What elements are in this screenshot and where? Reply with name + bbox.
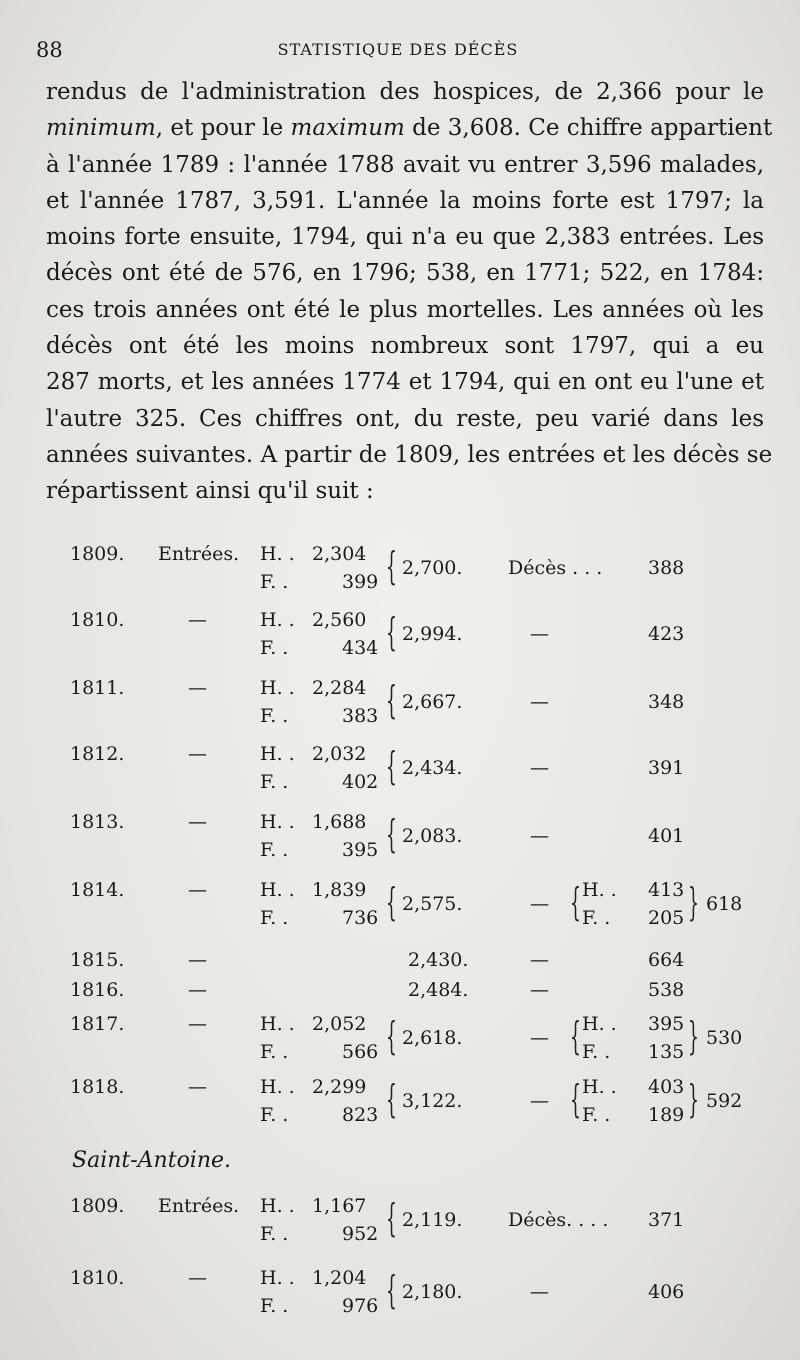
paragraph-line: décès ont été de 576, en 1796; 538, en 1771; 522, en 1784: [46, 260, 764, 287]
male-label: H. . [260, 677, 295, 699]
brace-icon: { [386, 1077, 397, 1121]
brace-icon: } [688, 880, 699, 924]
row-year: 1810. [70, 1267, 125, 1289]
male-label: H. . [260, 1267, 295, 1289]
brace-icon: } [688, 1077, 699, 1121]
total-entries: 2,667. [402, 691, 463, 713]
female-entries: 736 [342, 907, 379, 929]
brace-icon: { [570, 880, 581, 924]
total-deaths: 401 [648, 825, 685, 847]
male-label: H. . [260, 1076, 295, 1098]
female-label: F. . [260, 1104, 289, 1126]
male-deaths: 395 [648, 1013, 685, 1035]
female-entries: 402 [342, 771, 379, 793]
paragraph-line: et l'année 1787, 3,591. L'année la moins forte est 1797; la [46, 187, 764, 214]
paragraph-line: rendus de l'administration des hospices, de 2,366 pour le [46, 79, 764, 105]
male-label: H. . [260, 1195, 295, 1217]
total-deaths: 388 [648, 557, 685, 579]
paragraph-line: années suivantes. A partir de 1809, les entrées et les décès se [46, 441, 773, 468]
female-deaths: 189 [648, 1104, 685, 1126]
male-entries: 1,167 [312, 1195, 367, 1217]
brace-icon: { [386, 544, 397, 588]
row-year: 1816. [70, 979, 125, 1001]
paragraph-line: décès ont été les moins nombreux sont 1797, qui a eu [46, 333, 764, 360]
female-label: F. . [260, 839, 289, 861]
female-deaths: 205 [648, 907, 685, 929]
total-entries: 2,434. [402, 757, 463, 779]
row-entries-label: — [188, 879, 207, 901]
paragraph-line: ces trois années ont été le plus mortelles. Les années où les [46, 296, 764, 323]
male-label: H. . [260, 879, 295, 901]
female-entries: 434 [342, 637, 379, 659]
female-label: F. . [260, 771, 289, 793]
section-title: Saint-Antoine. [72, 1148, 232, 1173]
male-label: H. . [260, 743, 295, 765]
row-year: 1809. [70, 1195, 125, 1217]
female-deaths-label: F. . [582, 1041, 611, 1063]
male-deaths: 403 [648, 1076, 685, 1098]
total-deaths: 538 [648, 979, 685, 1001]
female-deaths-label: F. . [582, 1104, 611, 1126]
female-entries: 395 [342, 839, 379, 861]
total-entries: 2,119. [402, 1209, 463, 1231]
male-entries: 2,032 [312, 743, 367, 765]
total-entries: 3,122. [402, 1090, 463, 1112]
paragraph-line: à l'année 1789 : l'année 1788 avait vu entrer 3,596 malades, [46, 151, 764, 178]
female-entries: 399 [342, 571, 379, 593]
female-entries: 952 [342, 1223, 379, 1245]
row-year: 1815. [70, 949, 125, 971]
row-entries-label: — [188, 743, 207, 765]
brace-icon: { [386, 610, 397, 654]
row-entries-label: — [188, 609, 207, 631]
row-entries-label: — [188, 811, 207, 833]
female-entries: 823 [342, 1104, 379, 1126]
total-deaths: 530 [706, 1027, 743, 1049]
total-entries: 2,484. [408, 979, 469, 1001]
paragraph-line: minimum, et pour le maximum de 3,608. Ce chiffre appartient [46, 115, 773, 142]
female-label: F. . [260, 705, 289, 727]
page-header [36, 38, 760, 68]
row-year: 1809. [70, 543, 125, 565]
total-entries: 2,083. [402, 825, 463, 847]
male-entries: 1,204 [312, 1267, 367, 1289]
row-year: 1814. [70, 879, 125, 901]
total-deaths: 618 [706, 893, 743, 915]
row-year: 1810. [70, 609, 125, 631]
female-label: F. . [260, 1295, 289, 1317]
female-entries: 566 [342, 1041, 379, 1063]
deaths-label: — [530, 979, 549, 1001]
row-year: 1812. [70, 743, 125, 765]
deaths-label: Décès. . . . [508, 1209, 609, 1231]
row-year: 1818. [70, 1076, 125, 1098]
row-year: 1817. [70, 1013, 125, 1035]
deaths-label: Décès . . . [508, 557, 603, 579]
body-paragraph [46, 74, 773, 510]
female-deaths-label: F. . [582, 907, 611, 929]
deaths-label: — [530, 757, 549, 779]
deaths-label: — [530, 893, 549, 915]
male-entries: 2,052 [312, 1013, 367, 1035]
male-entries: 2,299 [312, 1076, 367, 1098]
female-entries: 976 [342, 1295, 379, 1317]
deaths-label: — [530, 1027, 549, 1049]
total-entries: 2,700. [402, 557, 463, 579]
male-entries: 2,304 [312, 543, 367, 565]
page-number: 88 [36, 38, 63, 62]
total-deaths: 423 [648, 623, 685, 645]
paragraph-line: 287 morts, et les années 1774 et 1794, qui en ont eu l'une et [46, 369, 764, 396]
female-label: F. . [260, 1223, 289, 1245]
deaths-label: — [530, 1090, 549, 1112]
total-entries: 2,180. [402, 1281, 463, 1303]
total-deaths: 371 [648, 1209, 685, 1231]
brace-icon: { [386, 1196, 397, 1240]
deaths-label: — [530, 825, 549, 847]
total-deaths: 664 [648, 949, 685, 971]
brace-icon: { [570, 1077, 581, 1121]
row-entries-label: — [188, 677, 207, 699]
male-entries: 2,560 [312, 609, 367, 631]
row-year: 1811. [70, 677, 125, 699]
total-deaths: 348 [648, 691, 685, 713]
male-entries: 1,688 [312, 811, 367, 833]
male-deaths-label: H. . [582, 879, 617, 901]
row-entries-label: Entrées. [158, 543, 240, 565]
female-label: F. . [260, 637, 289, 659]
deaths-label: — [530, 623, 549, 645]
row-entries-label: — [188, 1076, 207, 1098]
row-entries-label: — [188, 1013, 207, 1035]
brace-icon: } [688, 1014, 699, 1058]
total-deaths: 391 [648, 757, 685, 779]
female-deaths: 135 [648, 1041, 685, 1063]
total-deaths: 406 [648, 1281, 685, 1303]
brace-icon: { [386, 880, 397, 924]
row-entries-label: — [188, 979, 207, 1001]
row-entries-label: — [188, 949, 207, 971]
total-entries: 2,575. [402, 893, 463, 915]
male-entries: 2,284 [312, 677, 367, 699]
female-label: F. . [260, 571, 289, 593]
female-entries: 383 [342, 705, 379, 727]
male-deaths: 413 [648, 879, 685, 901]
brace-icon: { [570, 1014, 581, 1058]
deaths-label: — [530, 1281, 549, 1303]
male-label: H. . [260, 1013, 295, 1035]
male-label: H. . [260, 811, 295, 833]
brace-icon: { [386, 744, 397, 788]
row-entries-label: — [188, 1267, 207, 1289]
brace-icon: { [386, 812, 397, 856]
running-head: STATISTIQUE DES DÉCÈS [277, 40, 519, 59]
row-year: 1813. [70, 811, 125, 833]
total-deaths: 592 [706, 1090, 743, 1112]
total-entries: 2,994. [402, 623, 463, 645]
total-entries: 2,430. [408, 949, 469, 971]
deaths-label: — [530, 691, 549, 713]
brace-icon: { [386, 678, 397, 722]
male-label: H. . [260, 609, 295, 631]
female-label: F. . [260, 1041, 289, 1063]
paragraph-line: moins forte ensuite, 1794, qui n'a eu que 2,383 entrées. Les [46, 224, 764, 251]
paragraph-line: l'autre 325. Ces chiffres ont, du reste, peu varié dans les [46, 405, 764, 432]
brace-icon: { [386, 1014, 397, 1058]
male-entries: 1,839 [312, 879, 367, 901]
male-deaths-label: H. . [582, 1076, 617, 1098]
male-label: H. . [260, 543, 295, 565]
deaths-label: — [530, 949, 549, 971]
total-entries: 2,618. [402, 1027, 463, 1049]
brace-icon: { [386, 1268, 397, 1312]
row-entries-label: Entrées. [158, 1195, 240, 1217]
female-label: F. . [260, 907, 289, 929]
male-deaths-label: H. . [582, 1013, 617, 1035]
paragraph-line: répartissent ainsi qu'il suit : [46, 478, 374, 505]
